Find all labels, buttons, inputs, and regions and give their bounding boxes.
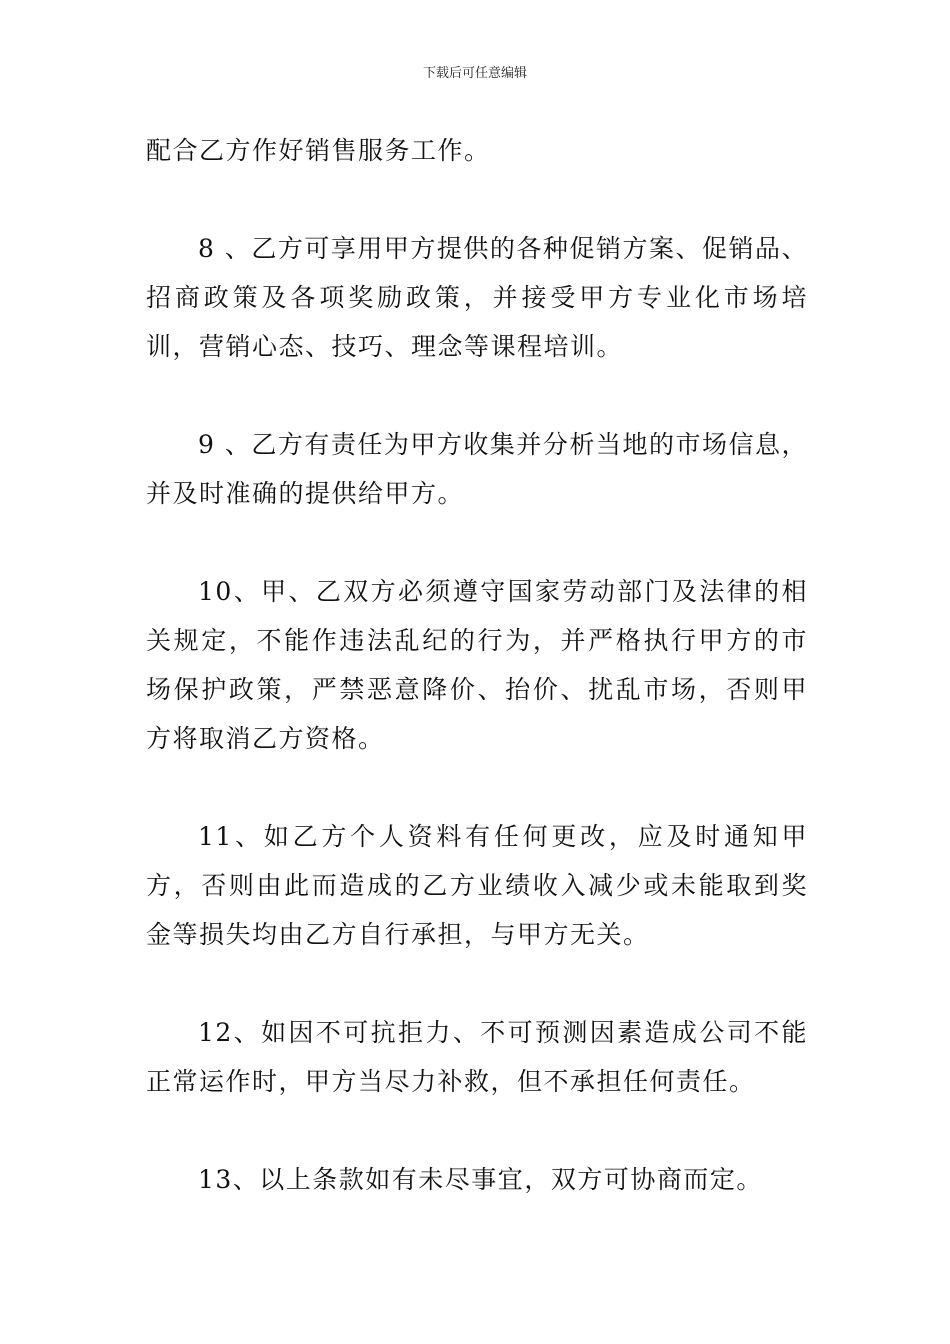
paragraph-gap xyxy=(146,1106,808,1155)
clause-11: 11、如乙方个人资料有任何更改，应及时通知甲方，否则由此而造成的乙方业绩收入减少或未能取到奖金等损失均由乙方自行承担，与甲方无关。 xyxy=(146,822,808,949)
clause-12: 12、如因不可抗拒力、不可预测因素造成公司不能正常运作时，甲方当尽力补救，但不承担任何责任。 xyxy=(146,1018,808,1096)
page-header-note: 下载后可任意编辑 xyxy=(422,66,527,81)
paragraph-gap xyxy=(146,518,808,567)
paragraph-continuation: 配合乙方作好销售服务工作。 xyxy=(146,136,491,165)
paragraph-gap xyxy=(146,371,808,420)
clause-8: 8 、乙方可享用甲方提供的各种促销方案、促销品、招商政策及各项奖励政策，并接受甲方专业化市场培训，营销心态、技巧、理念等课程培训。 xyxy=(146,234,808,361)
paragraph-gap xyxy=(146,763,808,812)
clause-9: 9 、乙方有责任为甲方收集并分析当地的市场信息，并及时准确的提供给甲方。 xyxy=(146,430,808,508)
clause-13: 13、以上条款如有未尽事宜，双方可协商而定。 xyxy=(198,1165,763,1194)
paragraph-gap xyxy=(146,959,808,1008)
clause-10: 10、甲、乙双方必须遵守国家劳动部门及法律的相关规定，不能作违法乱纪的行为，并严格执行甲方的市场保护政策，严禁恶意降价、抬价、扰乱市场，否则甲方将取消乙方资格。 xyxy=(146,577,808,753)
document-body xyxy=(146,126,808,1204)
paragraph-gap xyxy=(146,175,808,224)
